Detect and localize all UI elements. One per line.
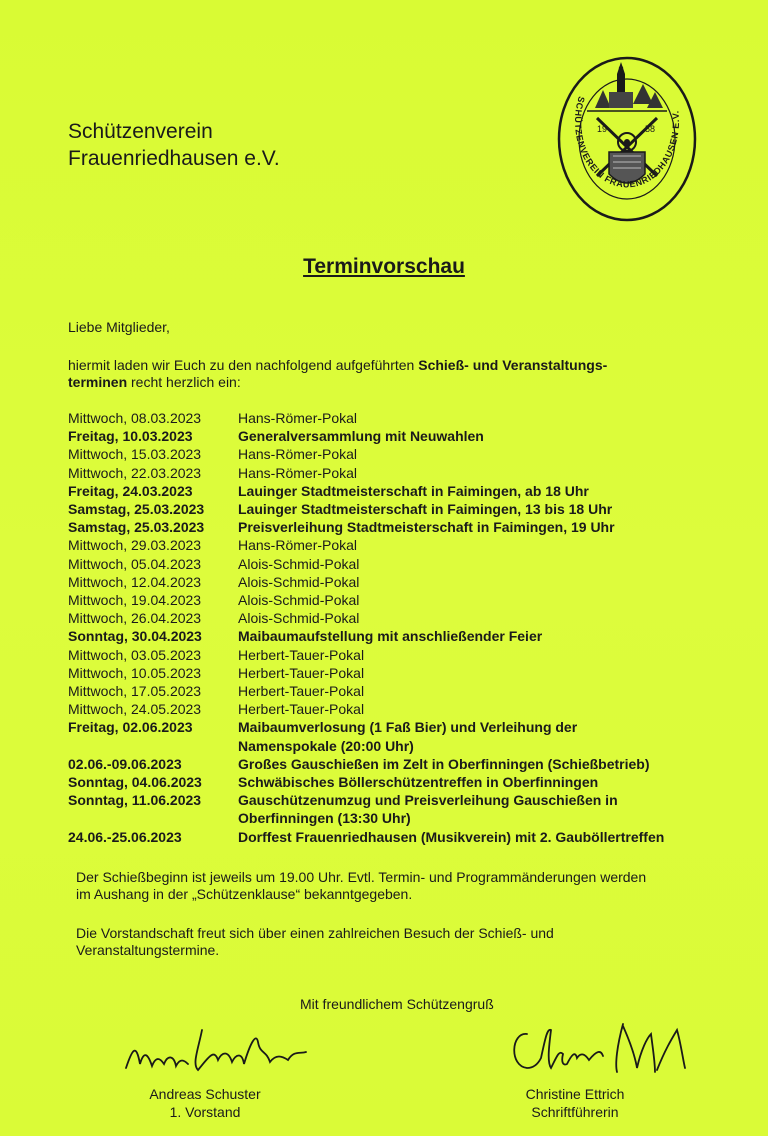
schedule-row [68, 718, 758, 754]
schedule-list [68, 409, 758, 846]
schedule-row [68, 482, 758, 500]
schedule-date: Mittwoch, 08.03.2023 [68, 410, 202, 426]
note2-line1: Die Vorstandschaft freut sich über einen zahlreichen Besuch der Schieß- und [76, 925, 554, 941]
schedule-date: Mittwoch, 03.05.2023 [68, 646, 202, 663]
signer-name: Christine Ettrich [525, 1086, 625, 1102]
schedule-row [68, 773, 758, 791]
signer-role: 1. Vorstand [169, 1104, 241, 1120]
schedule-row [68, 573, 758, 591]
note1-line2: im Aushang in der „Schützenklause“ bekanntgegeben. [76, 886, 413, 902]
schedule-date: Mittwoch, 05.04.2023 [68, 555, 202, 572]
schedule-row [68, 609, 758, 627]
schedule-date: Samstag, 25.03.2023 [68, 501, 205, 518]
signature-andreas-schuster [118, 1020, 318, 1080]
schedule-event: Maibaumaufstellung mit anschließender Feier [238, 628, 543, 645]
intro-line2-bold: terminen [68, 374, 128, 390]
schedule-event: Großes Gauschießen im Zelt in Oberfinningen (Schießbetrieb) [238, 755, 650, 772]
board-note [76, 925, 554, 959]
schedule-date: Mittwoch, 24.05.2023 [68, 701, 202, 718]
schedule-date: Mittwoch, 17.05.2023 [68, 683, 202, 700]
schedule-row [68, 646, 758, 664]
schedule-date: Mittwoch, 19.04.2023 [68, 592, 202, 609]
schedule-row [68, 682, 758, 700]
schedule-date: Mittwoch, 26.04.2023 [68, 610, 202, 627]
intro-text [68, 357, 607, 391]
schedule-row [68, 755, 758, 773]
club-logo-seal [557, 56, 697, 222]
schedule-event: Lauinger Stadtmeisterschaft in Faimingen, 13 bis 18 Uhr [238, 501, 613, 518]
schedule-row [68, 627, 758, 645]
schedule-event: Alois-Schmid-Pokal [238, 610, 360, 627]
schedule-date: Mittwoch, 10.05.2023 [68, 664, 202, 681]
closing-greeting: Mit freundlichem Schützengruß [300, 996, 494, 1012]
schedule-date: 02.06.-09.06.2023 [68, 755, 182, 772]
schedule-event: Generalversammlung mit Neuwahlen [238, 428, 484, 445]
schedule-row [68, 445, 758, 463]
schedule-date: Freitag, 10.03.2023 [68, 428, 193, 445]
schedule-event: Herbert-Tauer-Pokal [238, 683, 365, 700]
note1-line1: Der Schießbeginn ist jeweils um 19.00 Uhr. Evtl. Termin- und Programmänderungen werden [76, 869, 647, 885]
club-name-line2: Frauenriedhausen e.V. [68, 147, 280, 170]
schedule-event: Hans-Römer-Pokal [238, 446, 358, 463]
schedule-row [68, 427, 758, 445]
schedule-event: Herbert-Tauer-Pokal [238, 701, 365, 718]
salutation: Liebe Mitglieder, [68, 319, 170, 335]
club-name [68, 118, 280, 172]
schedule-date: Sonntag, 30.04.2023 [68, 628, 202, 645]
schedule-row [68, 536, 758, 554]
schedule-event: Schwäbisches Böllerschützentreffen in Oberfinningen [238, 774, 599, 791]
signature-block-left [110, 1085, 300, 1121]
schedule-row [68, 664, 758, 682]
schedule-event: Hans-Römer-Pokal [238, 537, 358, 554]
schedule-event: Dorffest Frauenriedhausen (Musikverein) mit 2. Gauböllertreffen [238, 828, 665, 845]
signature-block-right [480, 1085, 670, 1121]
intro-line1-bold: Schieß- und Veranstaltungs- [418, 357, 608, 373]
schedule-date: Mittwoch, 12.04.2023 [68, 573, 202, 590]
intro-line1-normal: hiermit laden wir Euch zu den nachfolgend aufgeführten [68, 357, 419, 373]
schedule-date: Samstag, 25.03.2023 [68, 519, 205, 536]
schedule-date: Mittwoch, 22.03.2023 [68, 464, 202, 481]
signature-christine-ettrich [505, 1010, 705, 1090]
schedule-date: Freitag, 02.06.2023 [68, 719, 193, 736]
svg-text:19: 19 [597, 124, 608, 134]
note2-line2: Veranstaltungstermine. [76, 942, 220, 958]
schedule-date: 24.06.-25.06.2023 [68, 828, 182, 845]
start-time-note [76, 869, 646, 903]
schedule-row [68, 828, 758, 846]
schedule-event: Maibaumverlosung (1 Faß Bier) und Verleihung der Namenspokale (20:00 Uhr) [238, 719, 578, 754]
schedule-date: Sonntag, 11.06.2023 [68, 792, 202, 809]
schedule-row [68, 791, 758, 827]
schedule-event: Hans-Römer-Pokal [238, 410, 358, 426]
svg-text:SCHÜTZENVEREIN FRAUENRIEDHAUSE: SCHÜTZENVEREIN FRAUENRIEDHAUSEN E.V. [572, 95, 682, 190]
svg-text:58: 58 [645, 124, 656, 134]
club-name-line1: Schützenverein [68, 120, 213, 143]
schedule-row [68, 409, 758, 427]
schedule-date: Sonntag, 04.06.2023 [68, 774, 202, 791]
page-title: Terminvorschau [303, 255, 465, 278]
schedule-event: Herbert-Tauer-Pokal [238, 646, 365, 663]
schedule-event: Lauinger Stadtmeisterschaft in Faimingen, ab 18 Uhr [238, 482, 589, 499]
schedule-event: Herbert-Tauer-Pokal [238, 664, 365, 681]
schedule-event: Alois-Schmid-Pokal [238, 555, 360, 572]
schedule-event: Hans-Römer-Pokal [238, 464, 358, 481]
intro-line2-normal: recht herzlich ein: [127, 374, 241, 390]
schedule-row [68, 555, 758, 573]
schedule-date: Freitag, 24.03.2023 [68, 482, 193, 499]
schedule-row [68, 500, 758, 518]
schedule-row [68, 464, 758, 482]
schedule-event: Alois-Schmid-Pokal [238, 573, 360, 590]
schedule-row [68, 518, 758, 536]
schedule-event: Gauschützenumzug und Preisverleihung Gauschießen in Oberfinningen (13:30 Uhr) [238, 792, 618, 827]
schedule-event: Preisverleihung Stadtmeisterschaft in Faimingen, 19 Uhr [238, 519, 615, 536]
schedule-date: Mittwoch, 15.03.2023 [68, 446, 202, 463]
signer-role: Schriftführerin [531, 1104, 619, 1120]
schedule-row [68, 591, 758, 609]
schedule-row [68, 700, 758, 718]
signer-name: Andreas Schuster [149, 1086, 261, 1102]
schedule-date: Mittwoch, 29.03.2023 [68, 537, 202, 554]
schedule-event: Alois-Schmid-Pokal [238, 592, 360, 609]
